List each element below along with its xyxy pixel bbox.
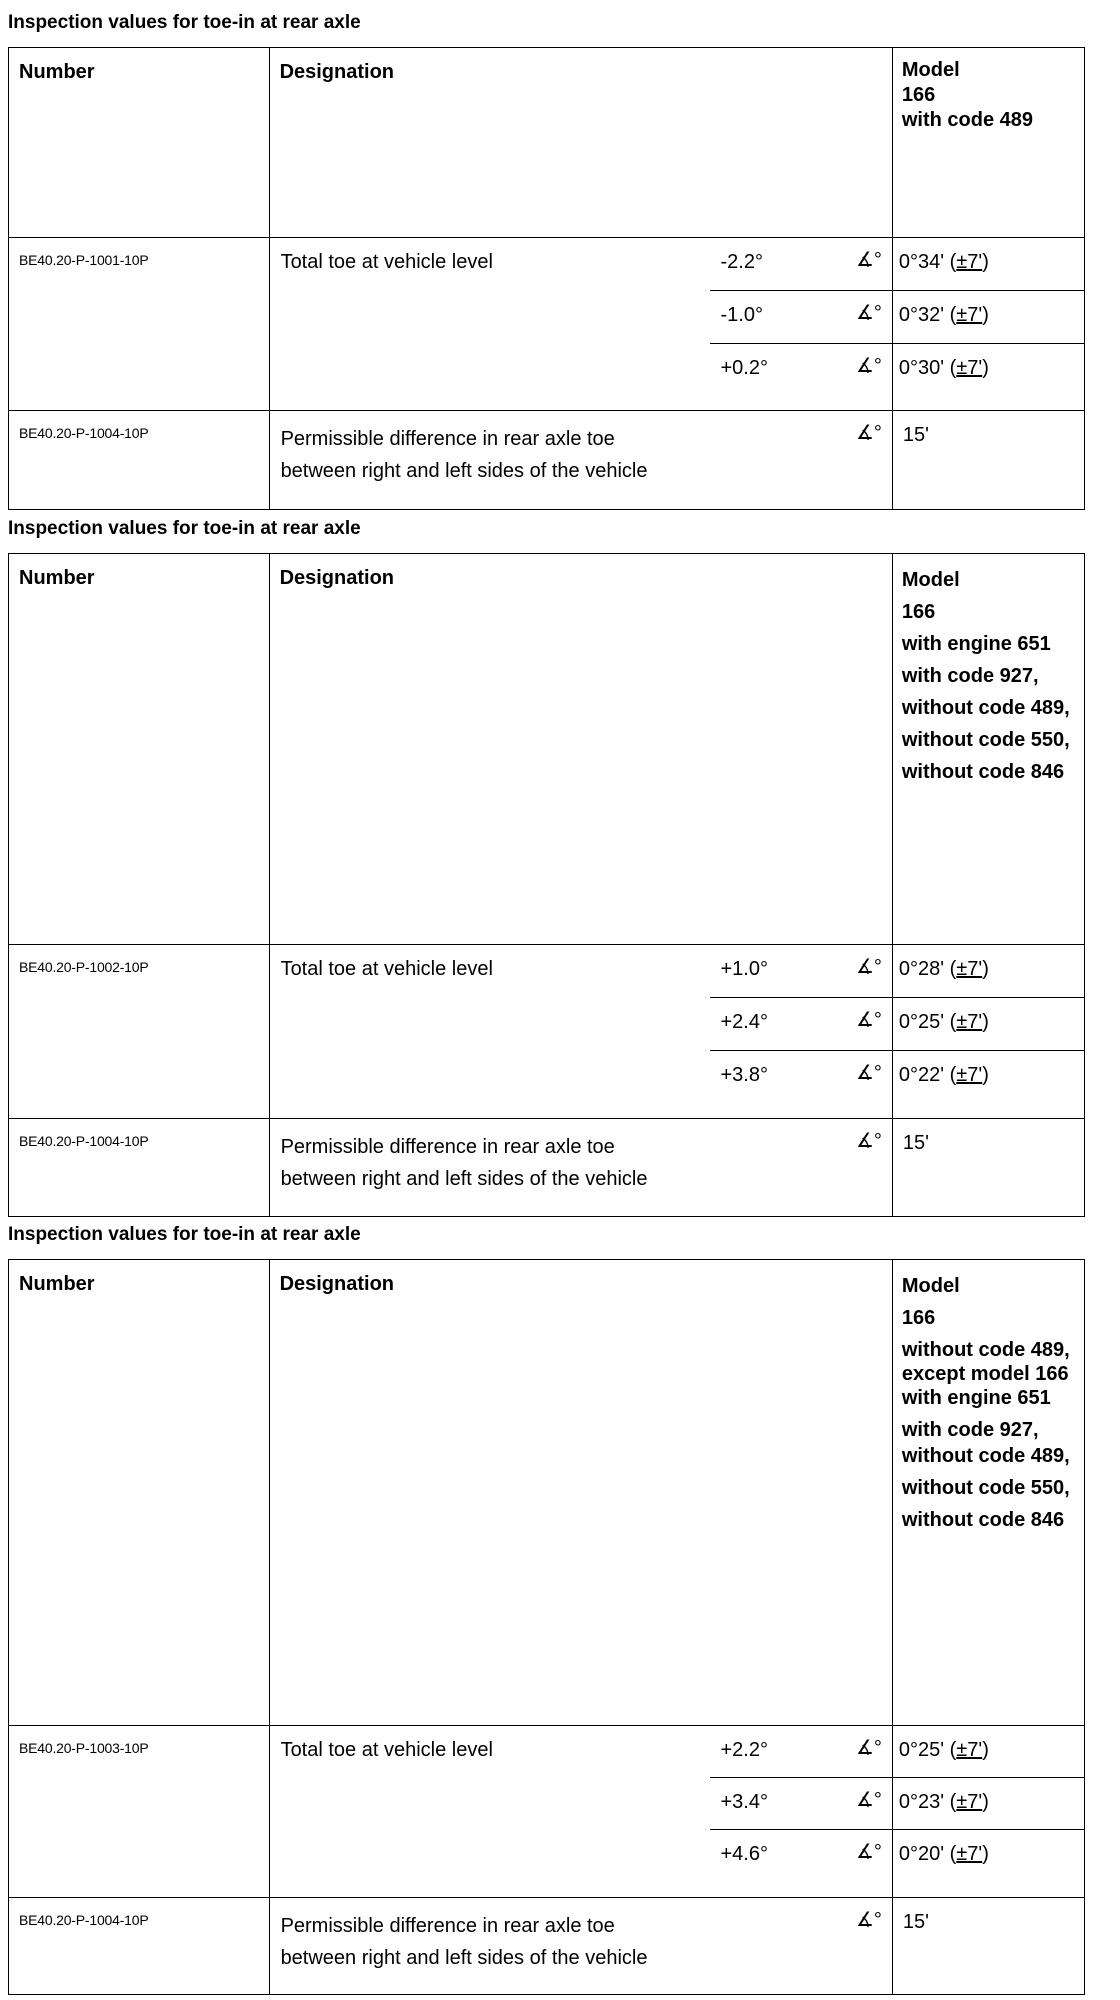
angle-icon: ∡° [845, 1830, 892, 1898]
section-title: Inspection values for toe-in at rear axle [8, 12, 361, 33]
angle-icon: ∡° [845, 1778, 892, 1830]
model-line: without code 489, [901, 1445, 1070, 1467]
model-line: without code 489, except model 166 with engine 651 [901, 1339, 1070, 1409]
model-line: 166 [901, 601, 936, 623]
angle-cell: +1.0° [710, 945, 845, 998]
model-line: without code 550, [901, 1477, 1070, 1499]
row-number: BE40.20-P-1002-10P [9, 945, 270, 1119]
toe-value: 0°30' (±7') [892, 344, 1084, 411]
toe-value: 0°25' (±7') [892, 998, 1084, 1051]
row-number: BE40.20-P-1004-10P [9, 1119, 270, 1217]
angle-icon: ∡° [845, 945, 892, 998]
section-title: Inspection values for toe-in at rear axle [8, 518, 361, 539]
angle-cell: +2.4° [710, 998, 845, 1051]
angle-icon: ∡° [845, 1898, 892, 1995]
angle-icon: ∡° [845, 998, 892, 1051]
row-number: BE40.20-P-1004-10P [9, 411, 270, 510]
toe-value: 0°25' (±7') [892, 1726, 1084, 1778]
difference-value: 15' [892, 411, 1084, 510]
model-line: without code 550, [901, 729, 1070, 751]
inspection-table [8, 1259, 1085, 1995]
toe-value: 0°20' (±7') [892, 1830, 1084, 1898]
model-line: without code 489, [901, 697, 1070, 719]
angle-cell: -2.2° [710, 238, 845, 291]
angle-icon: ∡° [845, 1051, 892, 1119]
model-line: without code 846 [901, 761, 1065, 783]
section-title: Inspection values for toe-in at rear axle [8, 1224, 361, 1245]
angle-icon: ∡° [845, 411, 892, 510]
angle-icon: ∡° [845, 1119, 892, 1217]
model-line: with code 927, [901, 665, 1039, 687]
difference-value: 15' [892, 1898, 1084, 1995]
inspection-table [8, 553, 1085, 1217]
model-line: Model [901, 59, 960, 81]
header-number: Number [9, 1260, 270, 1726]
angle-cell: +0.2° [710, 344, 845, 411]
angle-icon: ∡° [845, 344, 892, 411]
angle-cell: +4.6° [710, 1830, 845, 1898]
model-line: with engine 651 [901, 633, 1051, 655]
toe-value: 0°28' (±7') [892, 945, 1084, 998]
header-number: Number [9, 48, 270, 238]
toe-value: 0°34' (±7') [892, 238, 1084, 291]
model-line: Model [901, 1275, 960, 1297]
inspection-table [8, 47, 1085, 510]
row-number: BE40.20-P-1001-10P [9, 238, 270, 411]
row-number: BE40.20-P-1003-10P [9, 1726, 270, 1898]
row-number: BE40.20-P-1004-10P [9, 1898, 270, 1995]
row-designation: Total toe at vehicle level [269, 945, 710, 1119]
header-designation: Designation [269, 1260, 892, 1726]
header-number: Number [9, 554, 270, 945]
model-line: Model [901, 569, 960, 591]
angle-cell: +2.2° [710, 1726, 845, 1778]
header-designation: Designation [269, 554, 892, 945]
header-model [892, 48, 1084, 238]
angle-icon: ∡° [845, 291, 892, 344]
row-designation: Permissible difference in rear axle toe between right and left sides of the vehicle [269, 1119, 845, 1217]
toe-value: 0°23' (±7') [892, 1778, 1084, 1830]
angle-icon: ∡° [845, 1726, 892, 1778]
model-line: with code 489 [901, 109, 1034, 131]
angle-icon: ∡° [845, 238, 892, 291]
header-model [892, 554, 1084, 945]
row-designation: Total toe at vehicle level [269, 1726, 710, 1898]
header-designation: Designation [269, 48, 892, 238]
angle-cell: -1.0° [710, 291, 845, 344]
model-line: 166 [901, 84, 936, 106]
model-line: without code 846 [901, 1509, 1065, 1531]
header-model [892, 1260, 1084, 1726]
toe-value: 0°22' (±7') [892, 1051, 1084, 1119]
row-designation: Permissible difference in rear axle toe between right and left sides of the vehicle [269, 411, 845, 510]
model-line: with code 927, [901, 1419, 1039, 1441]
angle-cell: +3.8° [710, 1051, 845, 1119]
difference-value: 15' [892, 1119, 1084, 1217]
toe-value: 0°32' (±7') [892, 291, 1084, 344]
model-line: 166 [901, 1307, 936, 1329]
angle-cell: +3.4° [710, 1778, 845, 1830]
row-designation: Total toe at vehicle level [269, 238, 710, 411]
row-designation: Permissible difference in rear axle toe between right and left sides of the vehicle [269, 1898, 845, 1995]
